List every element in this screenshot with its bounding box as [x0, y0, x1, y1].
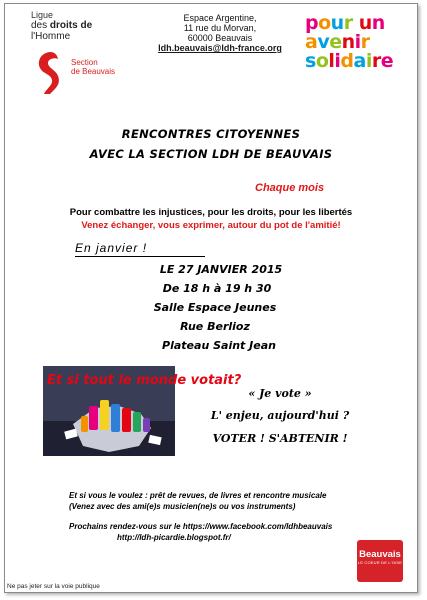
slogan-letter: r [371, 50, 381, 72]
slogan-word-3 [305, 52, 417, 71]
month-heading: En janvier ! [75, 241, 205, 257]
event-street: Rue Berlioz [180, 320, 250, 333]
extras-line2: (Venez avec des ami(e)s musicien(ne)s ou vos instruments) [69, 502, 296, 511]
event-venue: Salle Espace Jeunes [153, 301, 277, 314]
poster-headline: Et si tout le monde votait? [47, 373, 242, 388]
slogan-letter: r [343, 12, 353, 34]
slogan-letter: r [360, 31, 370, 53]
slogan-letter: e [380, 50, 394, 72]
beauvais-logo-tagline: LE COEUR DE L'OISE [357, 560, 403, 565]
slogan-letter: d [340, 50, 354, 72]
slogan-letter: a [353, 50, 366, 72]
ldh-logo-line2 [31, 20, 92, 31]
slogan-letter: i [365, 50, 372, 72]
flyer-page [4, 3, 418, 593]
ldh-section-line1: Section [71, 58, 98, 67]
beauvais-logo [357, 540, 403, 582]
ldh-logo-line2-bold: droits de [49, 20, 93, 31]
slogan-letter: u [358, 12, 372, 34]
slogan-letter: l [328, 50, 335, 72]
ldh-section-line2: de Beauvais [71, 67, 116, 76]
address-line3: 60000 Beauvais [187, 33, 253, 43]
vote-line2: L' enjeu, aujourd'hui ? [210, 409, 350, 422]
next-meetings-line1[interactable]: Prochains rendez-vous sur le https://www.facebook.com/ldhbeauvais [69, 522, 333, 531]
slogan-logo [305, 14, 417, 71]
address-block [145, 13, 295, 53]
slogan-letter: i [354, 31, 361, 53]
next-meetings-line2[interactable]: http://ldh-picardie.blogspot.fr/ [117, 533, 231, 542]
slogan-letter: o [315, 50, 329, 72]
event-area: Plateau Saint Jean [162, 339, 276, 352]
ldh-profile-icon [34, 50, 68, 96]
invitation-text: Venez échanger, vous exprimer, autour du pot de l'amitié! [81, 220, 341, 231]
extras-line1: Et si vous le voulez : prêt de revues, de livres et rencontre musicale [69, 491, 327, 500]
beauvais-logo-text: Beauvais [359, 549, 401, 560]
ldh-logo-line1: Ligue [31, 10, 54, 20]
address-line2: 11 rue du Morvan, [183, 23, 257, 33]
ldh-logo [31, 10, 121, 100]
title-line1: RENCONTRES CITOYENNES [121, 127, 301, 141]
email-link[interactable]: ldh.beauvais@ldh-france.org [158, 43, 282, 53]
ldh-section-label [71, 58, 115, 76]
frequency-label: Chaque mois [255, 182, 325, 194]
slogan-letter: v [317, 31, 330, 53]
slogan-letter: a [305, 31, 318, 53]
slogan-letter: n [341, 31, 355, 53]
purpose-text: Pour combattre les injustices, pour les droits, pour les libertés [69, 207, 353, 218]
ldh-logo-line3: l'Homme [31, 31, 71, 42]
vote-poster-illustration [43, 366, 242, 456]
title-line2: AVEC LA SECTION LDH DE BEAUVAIS [89, 147, 333, 161]
slogan-letter: p [305, 12, 319, 34]
vote-line3: VOTER ! S'ABTENIR ! [212, 432, 348, 445]
slogan-letter: o [318, 12, 331, 34]
address-line1: Espace Argentine, [183, 13, 257, 23]
slogan-letter: n [371, 12, 385, 34]
vote-poster-image [43, 366, 242, 456]
slogan-letter: u [330, 12, 344, 34]
event-time: De 18 h à 19 h 30 [162, 282, 272, 295]
event-date: LE 27 JANVIER 2015 [159, 263, 283, 276]
ldh-logo-line2-prefix: des [31, 20, 50, 31]
slogan-letter: i [334, 50, 341, 72]
footer-notice: Ne pas jeter sur la voie publique [7, 583, 100, 590]
vote-line1: « Je vote » [248, 387, 312, 400]
slogan-letter: s [305, 50, 316, 72]
slogan-letter: e [329, 31, 342, 53]
